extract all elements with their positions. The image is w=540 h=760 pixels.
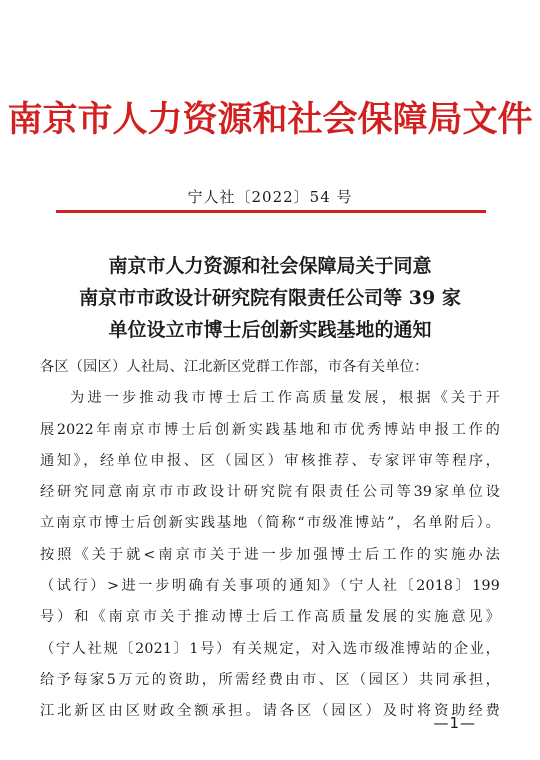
body-line: （试行）>进一步明确有关事项的通知》（宁人社〔2018〕199 <box>40 578 500 595</box>
document-header-title: 南京市人力资源和社会保障局文件 <box>7 99 533 140</box>
body-line: 按照《关于就<南京市关于进一步加强博士后工作的实施办法 <box>40 546 500 563</box>
body-line: 号）和《南京市关于推动博士后工作高质量发展的实施意见》 <box>40 609 500 626</box>
salutation-line: 各区（园区）人社局、江北新区党群工作部，市各有关单位： <box>40 359 429 375</box>
body-line: 通知》，经单位申报、区（园区）审核推荐、专家评审等程序， <box>40 452 500 469</box>
red-divider-line <box>56 210 486 213</box>
notice-title-line-1: 南京市人力资源和社会保障局关于同意 <box>108 255 432 277</box>
body-line: 为进一步推动我市博士后工作高质量发展，根据《关于开 <box>70 390 500 407</box>
notice-title-line-3: 单位设立市博士后创新实践基地的通知 <box>108 319 432 341</box>
body-line: （宁人社规〔2021〕1号）有关规定，对入选市级准博站的企业， <box>40 640 500 657</box>
body-line: 江北新区由区财政全额承担。请各区（园区）及时将资助经费 <box>40 703 500 720</box>
body-line: 立南京市博士后创新实践基地（简称“市级准博站”，名单附后）。 <box>40 515 500 532</box>
body-line: 经研究同意南京市市政设计研究院有限责任公司等39家单位设 <box>40 484 500 501</box>
notice-title <box>0 250 540 346</box>
notice-title-line-2: 南京市市政设计研究院有限责任公司等 39 家 <box>79 287 461 309</box>
body-line: 给予每家5万元的资助，所需经费由市、区（园区）共同承担， <box>40 671 500 688</box>
page-number: —1— <box>433 714 476 732</box>
body-line: 展2022年南京市博士后创新实践基地和市优秀博站申报工作的 <box>40 421 500 438</box>
document-number: 宁人社〔2022〕54 号 <box>187 188 353 206</box>
notice-body <box>40 352 500 728</box>
